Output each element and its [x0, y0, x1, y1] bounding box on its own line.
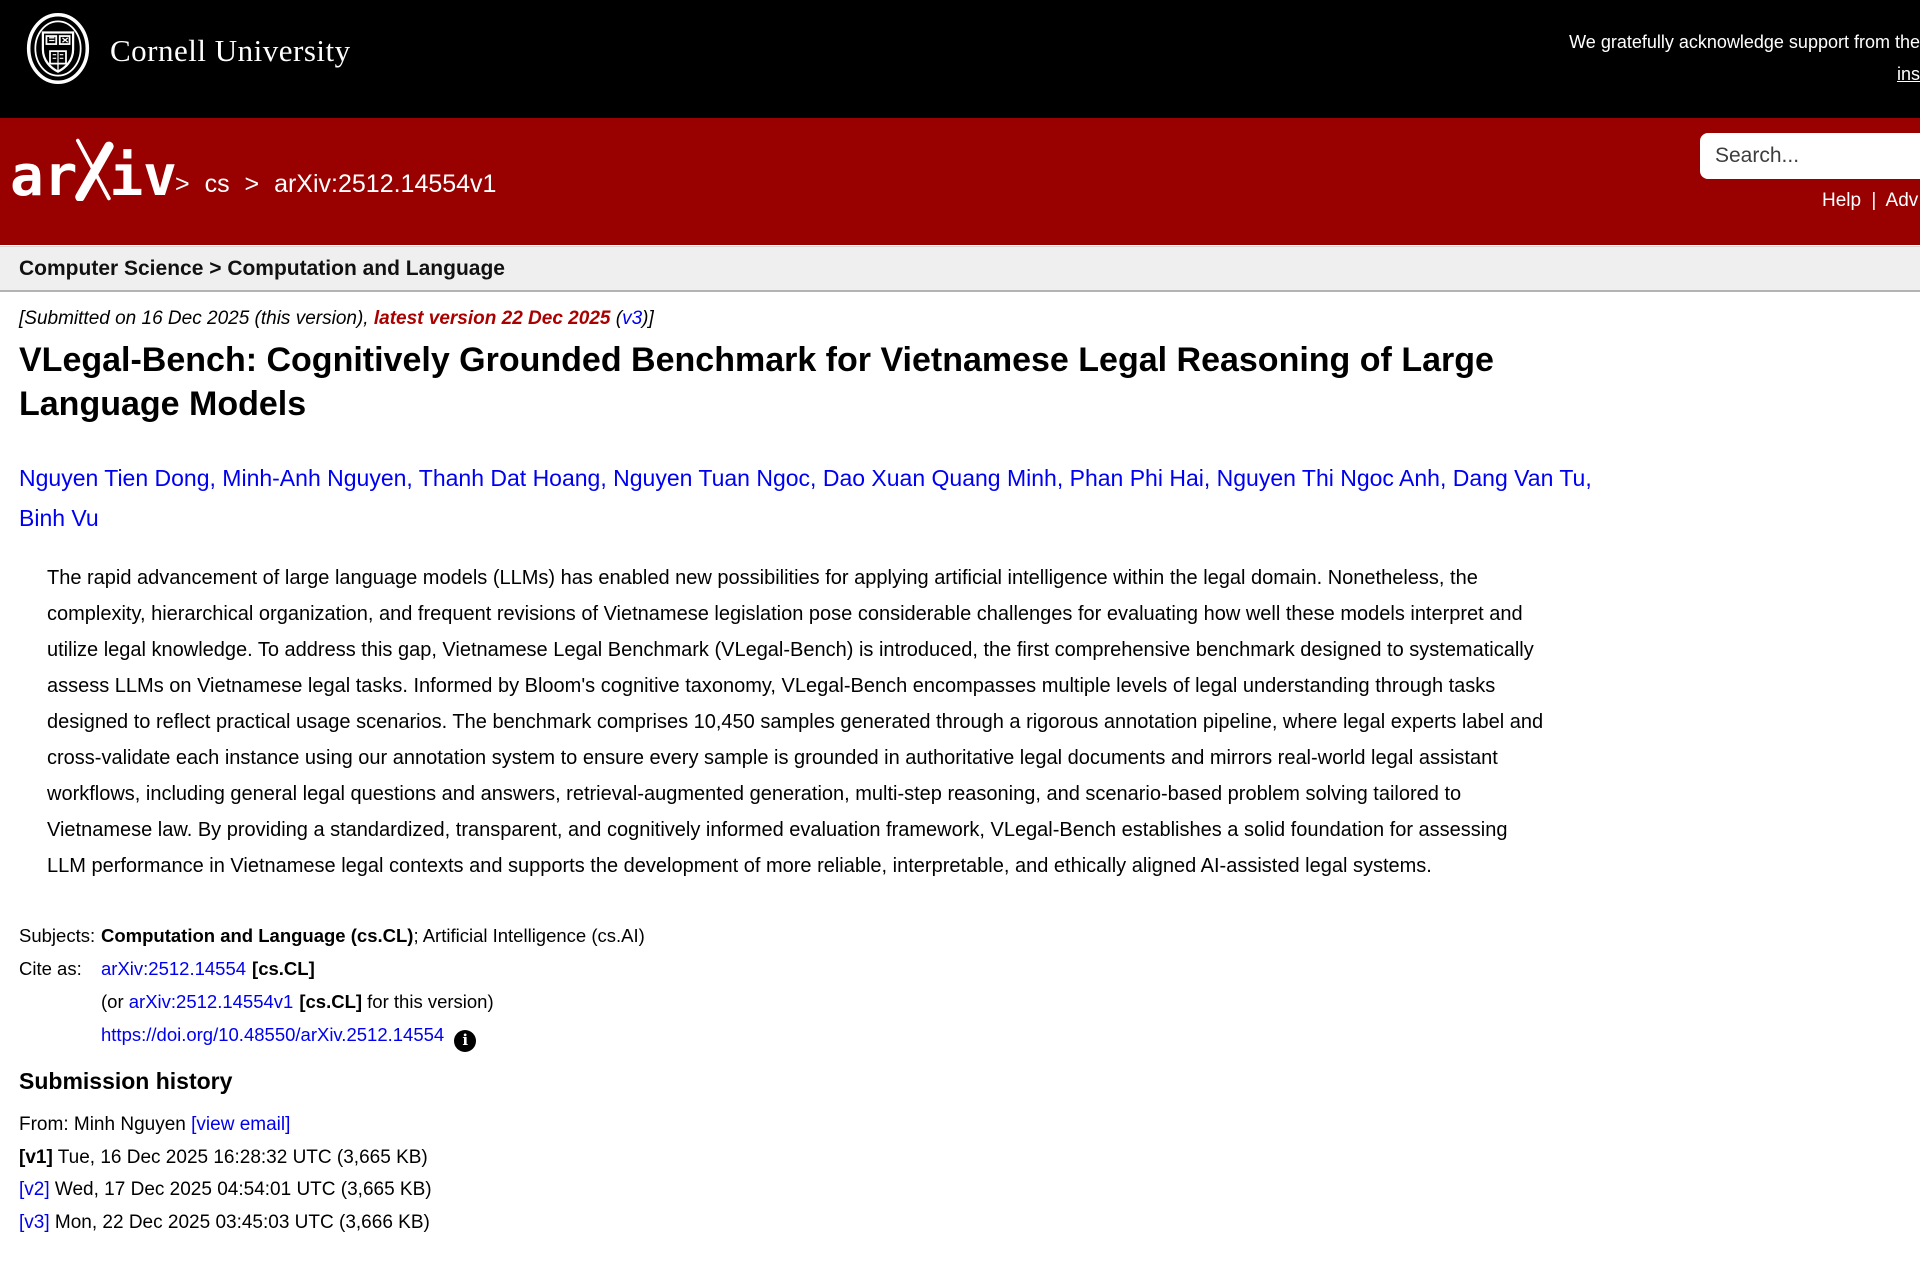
empty-label — [19, 985, 101, 1018]
version-cite-line — [101, 985, 645, 1018]
search-input[interactable] — [1700, 133, 1920, 179]
author-link[interactable]: Nguyen Tuan Ngoc — [613, 465, 811, 491]
help-link[interactable]: Help — [1822, 190, 1862, 211]
secondary-subjects: ; Artificial Intelligence (cs.AI) — [413, 925, 645, 946]
author-separator: , — [209, 465, 223, 491]
author-link[interactable]: Thanh Dat Hoang — [418, 465, 601, 491]
primary-subject: Computation and Language (cs.CL) — [101, 925, 414, 946]
author-link[interactable]: Dao Xuan Quang Minh — [822, 465, 1057, 491]
v2-link[interactable]: [v2] — [19, 1179, 50, 1200]
arxiv-version-link[interactable]: arXiv:2512.14554v1 — [128, 991, 294, 1012]
author-separator: , — [406, 465, 419, 491]
cite-as-value — [101, 952, 645, 985]
author-separator: , — [1056, 465, 1070, 491]
arxiv-id-link[interactable]: arXiv:2512.14554 — [101, 958, 247, 979]
arxiv-banner — [0, 118, 1920, 245]
submission-dateline — [19, 308, 654, 330]
latest-version-text: latest version 22 Dec 2025 — [373, 308, 611, 329]
metadata-table — [19, 919, 645, 1052]
acknowledgment-line1: We gratefully acknowledge support from the — [1569, 32, 1920, 52]
author-link[interactable]: Dang Van Tu — [1452, 465, 1586, 491]
from-text: From: Minh Nguyen — [19, 1114, 192, 1135]
version-suffix: for this version) — [362, 991, 494, 1012]
arxiv-logo-ar: ar — [10, 144, 78, 210]
author-separator: , — [600, 465, 614, 491]
version-prefix: (or — [101, 991, 129, 1012]
author-link[interactable]: Nguyen Tien Dong — [19, 465, 210, 491]
version-row — [19, 1142, 432, 1175]
author-separator: , — [1203, 465, 1217, 491]
arxiv-version-class: [cs.CL] — [299, 991, 363, 1012]
arxiv-logo-iv: iv — [109, 144, 177, 210]
cornell-wordmark[interactable]: Cornell University — [110, 33, 351, 68]
advanced-search-link[interactable]: Adv — [1885, 190, 1919, 211]
author-separator: , — [1585, 465, 1592, 491]
breadcrumb-separator: > — [244, 170, 260, 198]
cite-as-label: Cite as: — [19, 958, 82, 979]
doi-link[interactable]: https://doi.org/10.48550/arXiv.2512.14554 — [101, 1024, 445, 1045]
author-link[interactable]: Phan Phi Hai — [1069, 465, 1204, 491]
latest-version-link[interactable]: v3 — [622, 308, 643, 329]
cornell-logo[interactable] — [26, 12, 351, 90]
info-icon[interactable]: i — [454, 1030, 476, 1052]
site-header — [0, 0, 1920, 118]
version-row — [19, 1174, 432, 1207]
submission-history-heading: Submission history — [19, 1068, 233, 1094]
dateline-paren-open: ( — [610, 308, 623, 329]
header-links — [1822, 190, 1918, 212]
author-link[interactable]: Binh Vu — [19, 505, 99, 531]
version-row — [19, 1207, 432, 1240]
arxiv-chi-icon — [72, 138, 114, 206]
breadcrumb-separator: > — [175, 170, 190, 198]
doi-line — [101, 1018, 645, 1052]
v2-text: Wed, 17 Dec 2025 04:54:01 UTC (3,665 KB) — [49, 1179, 432, 1200]
cornell-seal-icon — [26, 12, 90, 90]
subjects-label: Subjects: — [19, 925, 96, 946]
submission-history — [19, 1068, 432, 1239]
abstract-text: The rapid advancement of large language models (LLMs) has enabled new possibilities for applying artificial intelligence within the legal domain. Nonetheless, the complexity, hierarchical organization, and frequent revisions of Vietnamese legislation pose considerable challenges for evaluating how well these models interpret and utilize legal knowledge. To address this gap, Vietnamese Legal Benchmark (VLegal-Bench) is introduced, the first comprehensive benchmark designed to systematically assess LLMs on Vietnamese legal tasks. Informed by Bloom's cognitive taxonomy, VLegal-Bench encompasses multiple levels of legal understanding through tasks designed to reflect practical usage scenarios. The benchmark comprises 10,450 samples generated through a rigorous annotation pipeline, where legal experts label and cross-validate each instance using our annotation system to ensure every sample is grounded in authoritative legal documents and mirrors real-world legal assistant workflows, including general legal questions and answers, retrieval-augmented generation, multi-step reasoning, and scenario-based problem solving tailored to Vietnamese law. By providing a standardized, transparent, and cognitively informed evaluation framework, VLegal-Bench establishes a solid foundation for assessing LLM performance in Vietnamese legal contexts and supports the development of more reliable, interpretable, and ethically aligned AI-assisted legal systems. — [47, 567, 1544, 877]
subjects-value — [101, 919, 645, 952]
breadcrumb — [167, 170, 496, 199]
arxiv-logo[interactable] — [10, 132, 177, 210]
view-email-link[interactable]: [view email] — [191, 1114, 291, 1135]
author-separator: , — [810, 465, 823, 491]
v3-text: Mon, 22 Dec 2025 03:45:03 UTC (3,666 KB) — [49, 1211, 430, 1233]
v1-tag: [v1] — [19, 1146, 53, 1168]
author-separator: , — [1439, 465, 1453, 491]
empty-label — [19, 1018, 101, 1052]
breadcrumb-cs-link[interactable]: cs — [204, 170, 230, 198]
arxiv-id-class: [cs.CL] — [252, 958, 315, 979]
author-link[interactable]: Nguyen Thi Ngoc Anh — [1216, 465, 1440, 491]
breadcrumb-paper-id: arXiv:2512.14554v1 — [274, 170, 497, 198]
v3-link[interactable]: [v3] — [19, 1211, 50, 1233]
dateline-paren-close: )] — [642, 308, 654, 329]
subject-band: Computer Science > Computation and Language — [0, 246, 1920, 292]
author-link[interactable]: Minh-Anh Nguyen — [222, 465, 407, 491]
dateline-prefix: [Submitted on 16 Dec 2025 (this version), — [19, 308, 374, 329]
v1-text: Tue, 16 Dec 2025 16:28:32 UTC (3,665 KB) — [52, 1146, 428, 1168]
from-line — [19, 1109, 432, 1142]
authors-list — [19, 458, 1619, 538]
links-separator: | — [1871, 190, 1877, 211]
member-institutions-link[interactable]: ins — [1896, 64, 1920, 84]
acknowledgment-text — [1569, 26, 1920, 90]
paper-title: VLegal-Bench: Cognitively Grounded Benchmark for Vietnamese Legal Reasoning of Large Language Models — [19, 341, 1494, 423]
